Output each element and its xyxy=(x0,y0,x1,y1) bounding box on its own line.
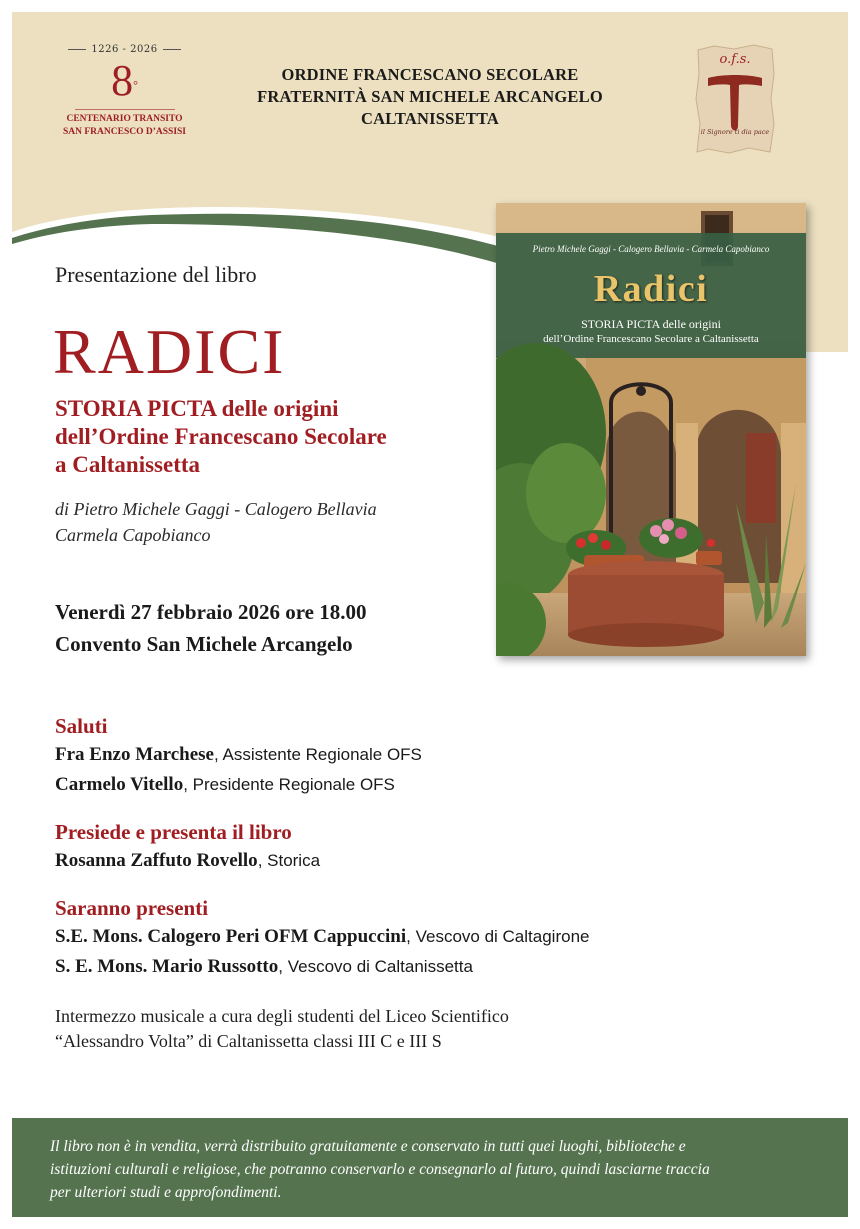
centenary-numeral-suffix: ° xyxy=(133,78,138,92)
divider xyxy=(75,109,175,110)
footer-note-line-1: Il libro non è in vendita, verrà distribuito gratuitamente e conservato in tutti quei luoghi, biblioteche e xyxy=(50,1138,686,1155)
footer-note-band xyxy=(12,1118,848,1217)
speaker-line xyxy=(55,740,815,770)
speaker-name: S.E. Mons. Calogero Peri OFM Cappuccini xyxy=(55,926,407,947)
book-authors xyxy=(55,496,475,548)
musical-interlude xyxy=(55,1004,815,1054)
header-title xyxy=(215,64,645,130)
centenary-numeral-digit: 8 xyxy=(111,56,134,105)
speaker-name: Carmelo Vitello xyxy=(55,774,184,795)
footer-note-line-2: istituzioni culturali e religiose, che potranno conservarlo e consegnarlo al futuro, quindi lasciarne traccia xyxy=(50,1161,710,1178)
ofs-logo xyxy=(694,44,776,156)
centenary-numeral xyxy=(62,56,187,105)
book-authors-line-2: Carmela Capobianco xyxy=(55,525,211,545)
speaker-line xyxy=(55,922,815,952)
cover-title: Radici xyxy=(593,268,709,310)
cover-authors: Pietro Michele Gaggi - Calogero Bellavia - Carmela Capobianco xyxy=(532,244,770,254)
speaker-role: , Presidente Regionale OFS xyxy=(183,775,395,794)
event-info xyxy=(55,596,366,660)
speaker-name: Fra Enzo Marchese xyxy=(55,744,214,765)
centenary-years-text: 1226 - 2026 xyxy=(91,44,158,55)
footer-note xyxy=(50,1135,820,1204)
spacer xyxy=(55,876,815,894)
speaker-line xyxy=(55,846,815,876)
centenary-logo xyxy=(62,44,187,159)
event-datetime: Venerdì 27 febbraio 2026 ore 18.00 xyxy=(55,600,367,624)
footer-note-line-3: per ulteriori studi e approfondimenti. xyxy=(50,1184,282,1201)
book-subtitle-line-3: a Caltanissetta xyxy=(55,452,201,477)
book-title: RADICI xyxy=(53,316,286,387)
centenary-line-1: CENTENARIO TRANSITO xyxy=(66,114,183,124)
spacer xyxy=(55,800,815,818)
speaker-name: S. E. Mons. Mario Russotto xyxy=(55,956,279,977)
intro-text: Presentazione del libro xyxy=(55,262,257,287)
ofs-logo-motto: il Signore ti dia pace xyxy=(700,128,770,136)
divider xyxy=(68,49,86,50)
header-title-line-1: ORDINE FRANCESCANO SECOLARE xyxy=(281,65,579,84)
book-subtitle-line-2: dell’Ordine Francescano Secolare xyxy=(55,424,387,449)
interlude-line-2: “Alessandro Volta” di Caltanissetta classi III C e III S xyxy=(55,1031,442,1051)
presenter-title: Presiede e presenta il libro xyxy=(55,820,292,844)
greetings-title: Saluti xyxy=(55,714,108,738)
event-venue: Convento San Michele Arcangelo xyxy=(55,632,353,656)
divider xyxy=(163,49,181,50)
cover-subtitle-line-1: STORIA PICTA delle origini xyxy=(581,317,721,331)
speaker-line xyxy=(55,952,815,982)
program xyxy=(55,712,815,1054)
attending-title: Saranno presenti xyxy=(55,896,209,920)
book-subtitle xyxy=(55,395,475,479)
book-cover-image xyxy=(496,203,806,656)
header-title-line-2: FRATERNITÀ SAN MICHELE ARCANGELO xyxy=(257,87,603,106)
speaker-name: Rosanna Zaffuto Rovello xyxy=(55,850,258,871)
centenary-line-2: SAN FRANCESCO D’ASSISI xyxy=(63,127,186,137)
speaker-role: , Vescovo di Caltagirone xyxy=(406,927,590,946)
speaker-role: , Storica xyxy=(257,851,321,870)
book-authors-line-1: di Pietro Michele Gaggi - Calogero Bellavia xyxy=(55,499,377,519)
cover-subtitle-line-2: dell’Ordine Francescano Secolare a Caltanissetta xyxy=(543,333,759,345)
header-title-line-3: CALTANISSETTA xyxy=(360,109,500,128)
book-subtitle-line-1: STORIA PICTA delle origini xyxy=(55,396,339,421)
speaker-line xyxy=(55,770,815,800)
centenary-years xyxy=(62,44,187,55)
ofs-logo-letters: o.f.s. xyxy=(719,52,751,67)
speaker-role: , Assistente Regionale OFS xyxy=(214,745,422,764)
interlude-line-1: Intermezzo musicale a cura degli studenti del Liceo Scientifico xyxy=(55,1006,509,1026)
speaker-role: , Vescovo di Caltanissetta xyxy=(278,957,473,976)
